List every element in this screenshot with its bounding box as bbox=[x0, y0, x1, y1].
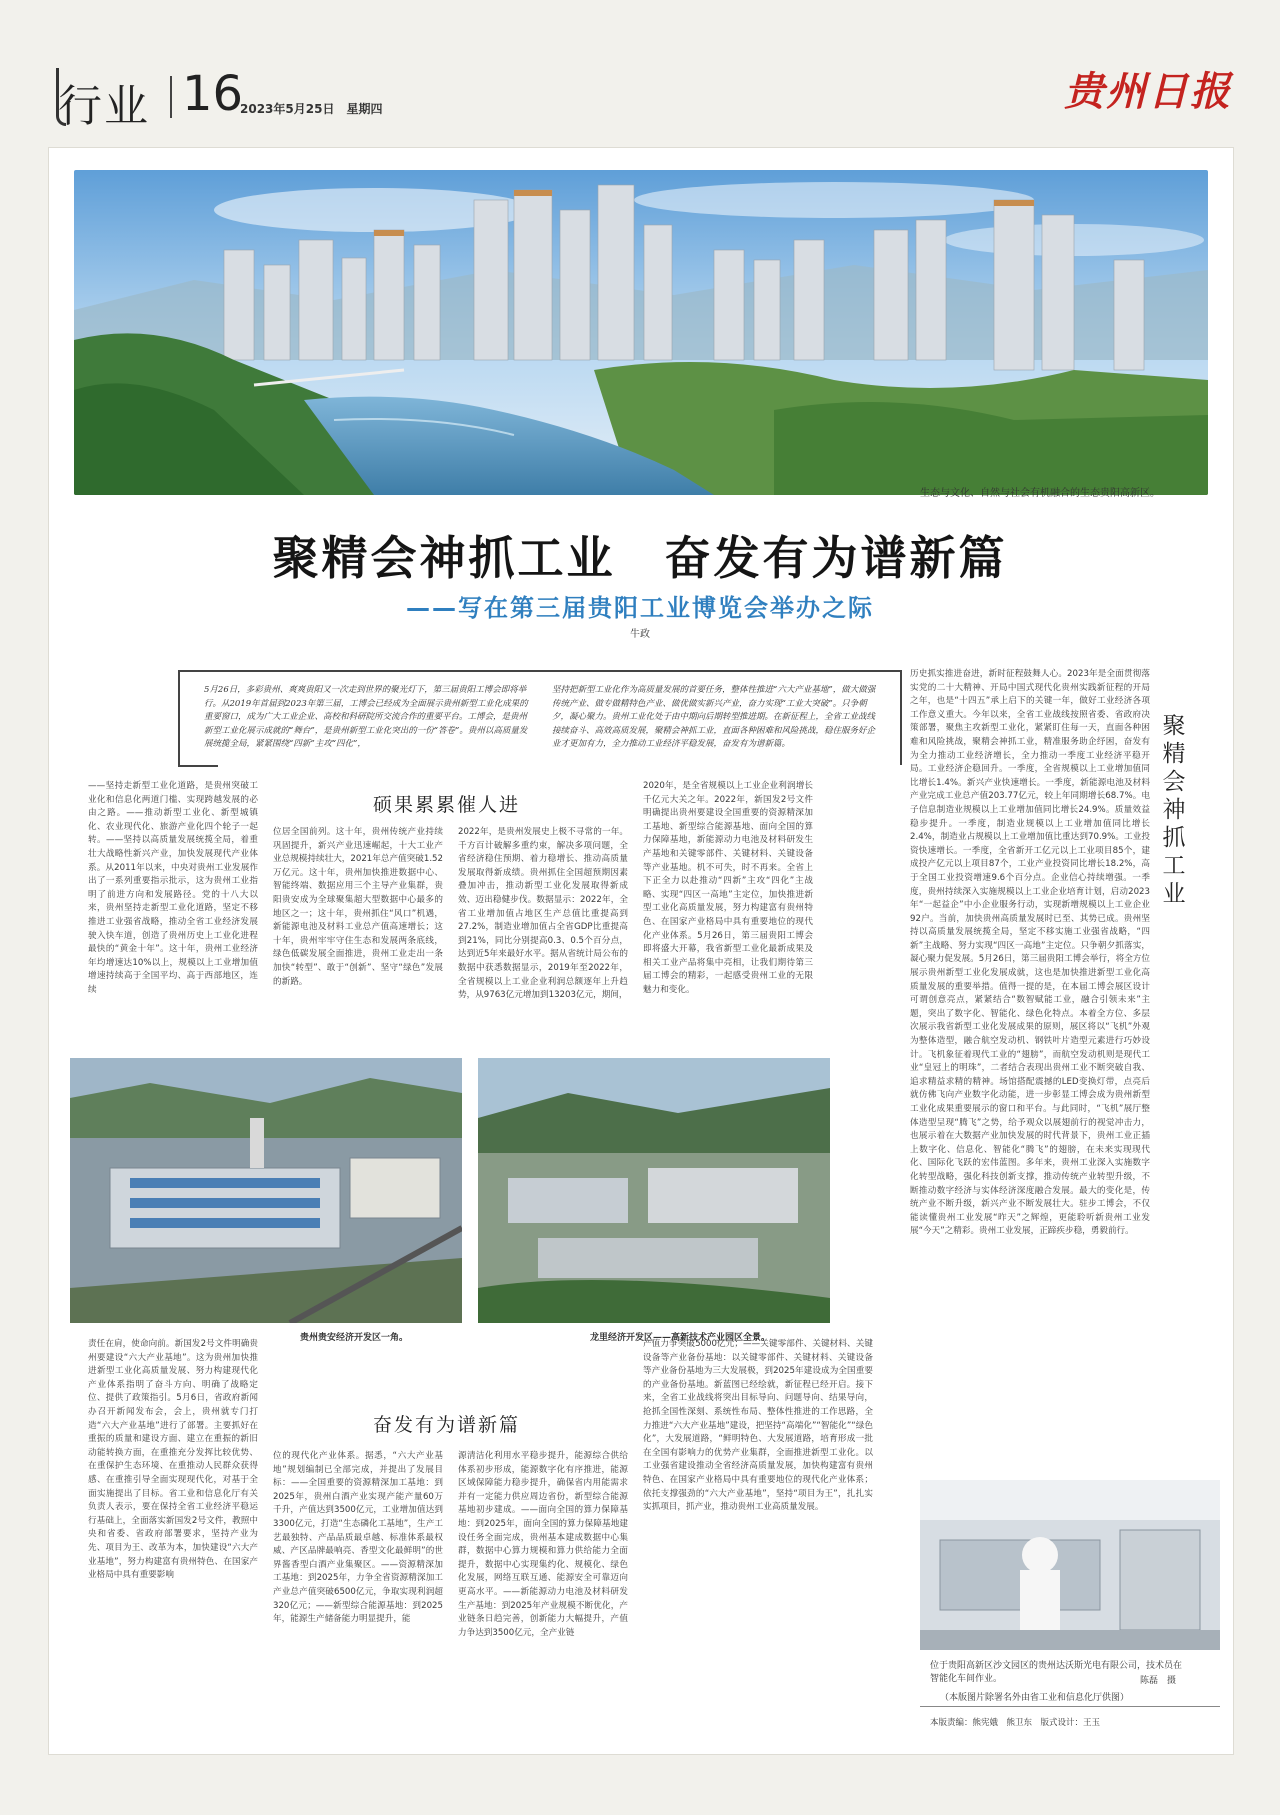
intro-text-left: 5月26日，多彩贵州、爽爽贵阳又一次走到世界的聚光灯下，第三届贵阳工博会即将举行。从2019年首届到2023年第三届，工博会已经成为全面展示贵州新型工业化成果的重要窗口，成为广大工业企业、高校和科研院所交流合作的重要平台。工博会，是贵州新型工业化展示成就的“舞台”，是贵州新型工业化突出的一份“答卷”。贵州以高质量发展统揽全局，紧紧围绕“四新”主攻“四化”， bbox=[204, 685, 528, 749]
hero-photo bbox=[74, 170, 1208, 495]
body-column-5: 历史抓实推进奋进，新时征程鼓舞人心。2023年是全面贯彻落实党的二十大精神、开局中国式现代化贵州实践新征程的开局之年，也是“十四五”承上启下的关键一年，做好工业经济各项工作意义重大。今年以来，全省工业战线按照省委、省政府决策部署，聚焦主攻新型工业化，紧紧盯住每一天，直面各种困难和风险挑战，聚精会神抓工业，精准服务助企纾困，奋发有为全力推动工业经济增长，全力推动一季度工业经济平稳开局。工业经济企稳回升。一季度，全省规模以上工业增加值同比增长1.4%。新兴产业快速增长。一季度，新能源电池及材料产业完成工业总产值203.77亿元，较上年同期增长68.7%。电子信息制造业规模以上工业增加值同比增长24.9%。质量效益稳步提升。一季度，制造业规模以上工业增加值同比增长2.4%，制造业占规模以上工业增加值比重达到70.9%。工业投资快速增长。一季度，全省新开工亿元以上工业项目85个，建成投产亿元以上项目87个，工业产业投资同比增长18.2%，高于全国工业投资增速9.6个百分点。企业信心持续增强。一季度，贵州持续深入实施规模以上工业企业培育计划，启动2023年“一起益企”中小企业服务行动，实现新增规模以上工业企业92户。当前，加快贵州高质量发展时已至、其势已成。贵州坚持以高质量发展统揽全局，坚定不移实施工业强省战略，“四新”主战略、努力实现“四区一高地”主定位。只争朝夕抓落实，凝心聚力促发展。5月26日，第三届贵阳工博会举行，将全方位展示贵州新型工业化发展成就，这也是加快推进新型工业化高质量发展的重要举措。值得一提的是，在本届工博会展区设计可谓创意亮点，紧紧结合“数智赋能工业，融合引领未来”主题，突出了数字化、智能化、绿色化特点。本着全方位、多层次展示我省新型工业化发展成果的原则，展区将以“飞机”外观为整体造型，融合航空发动机、钢铁叶片造型元素进行巧妙设计。飞机象征着现代工业的“翅膀”，而航空发动机则是现代工业“皇冠上的明珠”，二者结合表现出贵州工业不断突破自我、追求精益求精的精神。场馆搭配震撼的LED变换灯带，点亮后就仿佛飞向产业数字化动能，进一步彰显工博会成为贵州新型工业化成果重要展示的窗口和平台。与此同时，“飞机”展厅整体造型呈现“腾飞”之势，给予观众以展翅前行的视觉冲击力，也展示着在大数据产业加快发展的时代背景下，贵州工业正插上数字化、信息化、智能化“腾飞”的翅膀，在未来实现现代化、国际化飞跃的宏伟蓝图。多年来，贵州工业深入实施数字化转型战略，强化科技创新支撑，推动传统产业转型升级，不断推动数字经济与实体经济深度融合发展。最大的变化是，传统产业不断升级，新兴产业不断发展壮大。驻步工博会，不仅能读懂贵州工业发展“昨天”之辉煌，更能聆听新贵州工业发展“今天”之精彩。贵州工业发展，正蹄疾步稳，勇毅前行。 bbox=[910, 669, 1150, 1237]
photo-clean-room bbox=[920, 1480, 1220, 1650]
photo-caption-left: 贵州贵安经济开发区一角。 bbox=[300, 1333, 409, 1343]
body-column-2: 位居全国前列。这十年，贵州传统产业持续巩固提升，新兴产业迅速崛起，十大工业产业总规模持续壮大，2021年总产值突破1.52万亿元。这十年，贵州加快推进数据中心、智能终端、数据应用三个主导产业集群，贵阳贵安成为全球聚集超大型数据中心最多的地区之一；这十年，贵州抓住“风口”机遇，新能源电池及材料工业总产值高速增长；这十年，贵州牢牢守住生态和发展两条底线，绿色低碳发展全面推进，贵州工业走出一条加快“转型”、敢于“创新”、坚守“绿色”发展的新路。 bbox=[273, 827, 443, 987]
editor-rule bbox=[920, 1706, 1220, 1707]
issue-date: 2023年5月25日 星期四 bbox=[240, 102, 383, 116]
intro-text-right: 坚持把新型工业化作为高质量发展的首要任务，整体性推进“六大产业基地”，做大做强传统产业、做专做精特色产业、做优做实新兴产业，奋力实现“工业大突破”。只争朝夕，凝心聚力。贵州工业化处于由中期向后期转型推进期。在新征程上，全省工业战线接续奋斗、高效高质发展，聚精会神抓工业，直面各种困难和风险挑战，稳住服务好企业才更加有力，全力推动工业经济平稳发展，奋发有为谱新篇。 bbox=[552, 685, 876, 749]
body-column-8: 源清洁化利用水平稳步提升，能源综合供给体系初步形成，能源数字化有序推进，能源区域保障能力稳步提升，确保省内用能需求并有一定能力供应周边省份，新型综合能源基地初步建成。——面向全国的算力保障基地：到2025年，面向全国的算力保障基地建设任务全面完成，贵州基本建成数据中心集群，数据中心算力规模和算力供给能力全面提升，数据中心实现集约化、规模化、绿色化发展，网络互联互通、能源安全可靠迈向更高水平。——新能源动力电池及材料研发生产基地：到2025年产业规模不断优化，产业链条日趋完善，创新能力大幅提升，产值力争达到3500亿元，全产业链 bbox=[458, 1451, 628, 1638]
body-column-9: 产值力争突破5000亿元；——关键零部件、关键材料、关键设备等产业备份基地：以关键零部件、关键材料、关键设备等产业备份基地为三大发展极，到2025年建设成为全国重要的产业备份基地。新蓝图已经绘就，新征程已经开启。接下来，全省工业战线将突出目标导向、问题导向、结果导向，抢抓全国性深刻、系统性布局、整体性推进的工作思路，全力推进“六大产业基地”建设，把坚持“高端化”“智能化”“绿色化”，大发展道路，“鲜明特色、大发展道路，培育形成一批在全国有影响力的优势产业集群，全面推进新型工业化。以工业强省建设推动全省经济高质量发展，加快构建富有贵州特色、在国家产业格局中具有重要地位的现代化产业体系；依托支撑强劲的“六大产业基地”，坚持“项目为王”，扎扎实实抓项目，抓产业，推动贵州工业高质量发展。 bbox=[643, 1339, 873, 1513]
photo-caption-right: 位于贵阳高新区沙文园区的贵州达沃斯光电有限公司，技术员在智能化车间作业。 bbox=[930, 1661, 1183, 1684]
section-title-1: 硕果累累催人进 bbox=[373, 794, 521, 816]
side-title: 聚 精 会 神 抓 工 业 bbox=[1162, 713, 1186, 907]
article-byline: 牛政 bbox=[630, 629, 650, 640]
body-column-7: 位的现代化产业体系。据悉，“六大产业基地”规划编制已全部完成，并提出了发展目标：——全国重要的资源精深加工基地：到2025年，贵州白酒产业实现产能产量60万千升，产值达到3500亿元，工业增加值达到3300亿元，打造“生态磷化工基地”，生产工艺最独特、产品品质最卓越、标准体系最权威、产区品牌最响亮、香型文化最鲜明”的世界酱香型白酒产业集聚区。——资源精深加工基地：到2025年，力争全省资源精深加工产业总产值突破6500亿元，争取实现利润超320亿元；——新型综合能源基地：到2025年，能源生产储备能力明显提升，能 bbox=[273, 1451, 443, 1625]
article-subheadline: ——写在第三届贵阳工业博览会举办之际 bbox=[406, 594, 874, 622]
photo-source-note: （本版图片除署名外由省工业和信息化厅供图） bbox=[940, 1693, 1130, 1703]
hero-caption: 生态与文化、自然与社会有机融合的生态贵阳高新区。 bbox=[920, 488, 1160, 499]
body-column-3: 2022年，是贵州发展史上极不寻常的一年。千方百计破解多重约束，解决多项问题，全省经济稳住预期、着力稳增长、推动高质量发展取得新成绩。贵州抓住全国超预期因素叠加冲击，推动新型工业化发展取得新成效、迈出稳健步伐。数据显示：2022年，全省工业增加值占地区生产总值比重提高到27.2%，制造业增加值占全省GDP比重提高到21%，同比分别提高0.3、0.5个百分点，达到近5年来最好水平。据从省统计局公布的数据中获悉数据显示，2019年至2022年，全省规模以上工业企业利润总额逐年上升趋势，从9763亿元增加到13203亿元，期间， bbox=[458, 827, 628, 1001]
section-title-2: 奋发有为谱新篇 bbox=[373, 1414, 521, 1436]
page-number: 16 bbox=[182, 66, 244, 122]
editors-credit: 本版责编：熊宪娥 熊卫东 版式设计：王玉 bbox=[930, 1718, 1101, 1728]
photo-guian-park bbox=[70, 1058, 462, 1323]
photo-caption-middle: 龙里经济开发区——高新技术产业园区全景。 bbox=[590, 1333, 771, 1343]
article-headline: 聚精会神抓工业 奋发有为谱新篇 bbox=[272, 531, 1008, 585]
masthead-divider bbox=[170, 76, 172, 118]
body-column-6: 责任在肩，使命向前。新国发2号文件明确贵州要建设“六大产业基地”。这为贵州加快推进新型工业化高质量发展、努力构建现代化产业体系指明了奋斗方向、明确了战略定位、提供了政策指引。5月6日，省政府新闻办召开新闻发布会，会上，贵州就专门打造“六大产业基地”进行了部署。主要抓好在重振的质量和建设方面、建立在重振的新旧动能转换方面，在重推充分发挥比较优势、在重保护生态环境、在重推动人民群众获得感、在重推引导全面实现现代化，对基于全面实施提出了目标。省工业和信息化厅有关负责人表示，要在保持全省工业经济平稳运行基础上，全面落实新国发2号文件，教照中央和省委、省政府部署要求，坚持产业为先、项目为王、改革为本，加快建设“六大产业基地”，努力构建富有贵州特色、在国家产业格局中具有重要影响 bbox=[88, 1339, 258, 1581]
photo-longli-park bbox=[478, 1058, 830, 1323]
intro-box bbox=[178, 670, 902, 765]
section-name: 行业 bbox=[58, 81, 150, 132]
body-column-1: ——坚持走新型工业化道路，是贵州突破工业化和信息化两道门槛、实现跨越发展的必由之路。——推动新型工业化、新型城镇化、农业现代化、旅游产业化四个轮子一起转。——坚持以高质量发展统揽全局，着重壮大战略性新兴产业，加快发展现代产业体系。从2011年以来，中央对贵州工业发展作出了一系列重要指示批示，这为贵州工业指明了前进方向和发展路径。党的十八大以来，贵州坚持走新型工业化道路，坚定不移推进工业强省战略，推动全省工业经济发展驶入快车道，创造了贵州历史上工业化进程最快的“黄金十年”。这十年，贵州工业经济年均增速达10%以上，规模以上工业增加值增速持续高于全国平均、高于西部地区，连续 bbox=[88, 781, 258, 995]
photo-credit: 陈磊 摄 bbox=[1140, 1676, 1177, 1686]
body-column-4: 2020年，是全省规模以上工业企业利润增长千亿元大关之年。2022年，新国发2号文件明确提出贵州要建设全国重要的资源精深加工基地、新型综合能源基地、面向全国的算力保障基地，新能源动力电池及材料研发生产基地和关键零部件、关键材料、关键设备等产业基地。机不可失，时不再来。全省上下正全力以赴推动“四新”主攻“四化”主战略、实现“四区一高地”主定位，加快推进新型工业化高质量发展，努力构建富有贵州特色、在国家产业格局中具有重要地位的现代化产业体系。5月26日，第三届贵阳工博会即将盛大开幕，我省新型工业化最新成果及相关工业产品将集中亮相，让我们期待第三届工博会的精彩，一起感受贵州工业的无限魅力和变化。 bbox=[643, 781, 813, 995]
newspaper-logo: 贵州日报 bbox=[1064, 68, 1232, 115]
